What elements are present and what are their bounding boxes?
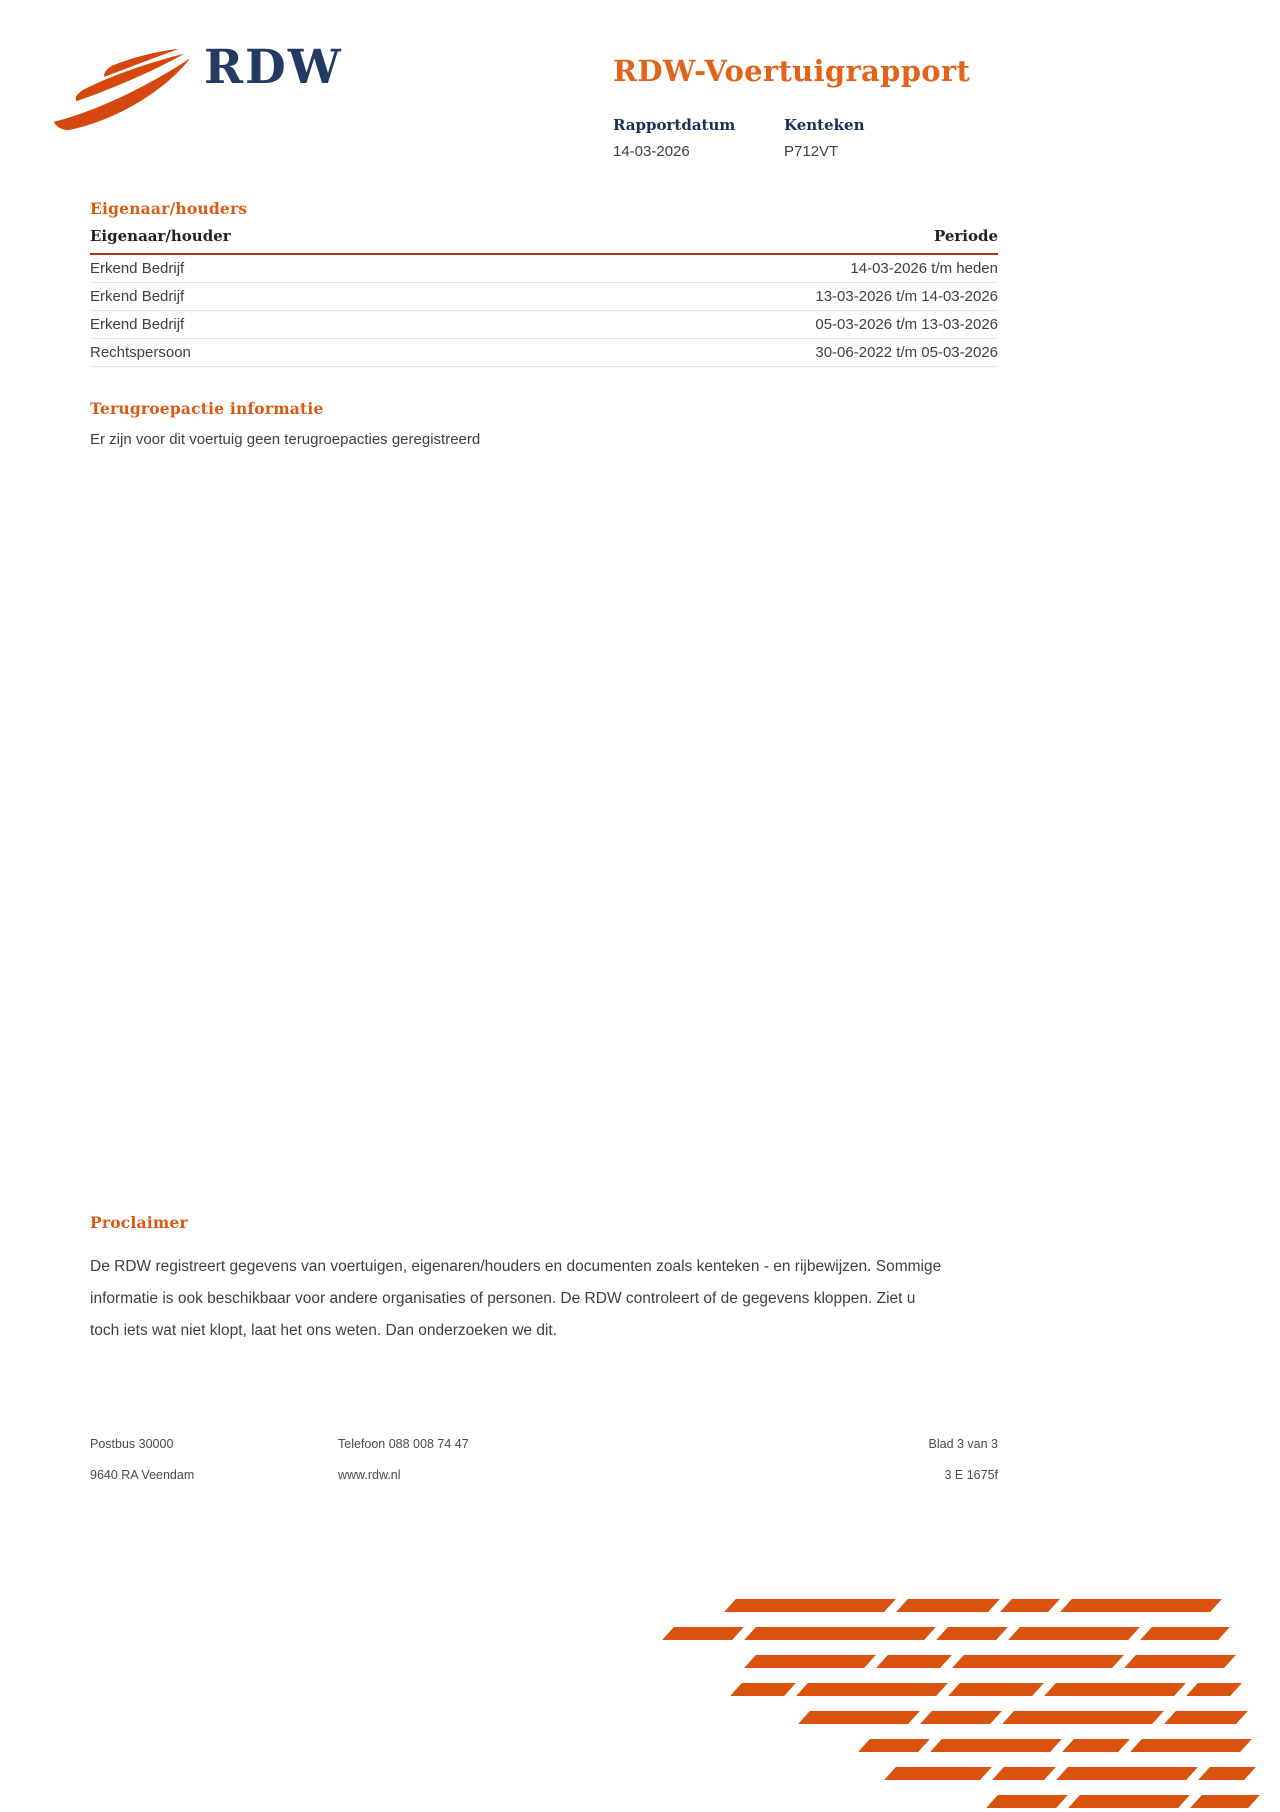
report-header	[613, 54, 1053, 160]
report-date-label: Rapportdatum	[613, 116, 736, 134]
table-row	[90, 311, 998, 339]
report-meta	[613, 116, 1053, 160]
period-cell: 30-06-2022 t/m 05-03-2026	[485, 339, 998, 367]
proclaimer-text: De RDW registreert gegevens van voertuigen, eigenaren/houders en documenten zoals kenteken - en rijbewijzen. Sommige informatie is ook beschikbaar voor andere organisaties of personen. De RDW controleert of de gegevens kloppen. Ziet u toch iets wat niet klopt, laat het ons weten. Dan onderzoeken we dit.	[90, 1258, 942, 1339]
owners-section-heading: Eigenaar/houders	[90, 199, 248, 218]
table-row	[90, 254, 998, 283]
rdw-logo-text: RDW	[204, 40, 343, 95]
owner-cell: Erkend Bedrijf	[90, 254, 485, 283]
owner-cell: Erkend Bedrijf	[90, 311, 485, 339]
period-cell: 05-03-2026 t/m 13-03-2026	[485, 311, 998, 339]
footer-website: www.rdw.nl	[338, 1468, 401, 1482]
footer-page-number: Blad 3 van 3	[928, 1437, 998, 1451]
owners-table	[90, 227, 998, 367]
footer-postbus: Postbus 30000	[90, 1437, 174, 1451]
footer-doc-code: 3 E 1675f	[944, 1468, 998, 1482]
owners-col-header: Eigenaar/houder	[90, 227, 485, 254]
proclaimer-section	[90, 1213, 946, 1347]
footer-stripes-graphic	[634, 1584, 1254, 1808]
footer-city: 9640 RA Veendam	[90, 1468, 195, 1482]
owners-table-header-row	[90, 227, 998, 254]
license-plate-label: Kenteken	[784, 116, 865, 134]
license-plate-block	[784, 116, 864, 160]
report-date-block	[613, 116, 784, 160]
period-cell: 14-03-2026 t/m heden	[485, 254, 998, 283]
period-cell: 13-03-2026 t/m 14-03-2026	[485, 283, 998, 311]
table-row	[90, 283, 998, 311]
report-date-value: 14-03-2026	[613, 143, 690, 160]
footer-phone: Telefoon 088 008 74 47	[338, 1437, 469, 1451]
footer-address	[90, 1437, 338, 1499]
rdw-swoosh-icon	[52, 44, 192, 136]
owners-section	[90, 199, 998, 367]
owner-cell: Rechtspersoon	[90, 339, 485, 367]
footer-contact	[338, 1437, 929, 1499]
rdw-logo	[52, 40, 343, 136]
page-title: RDW-Voertuigrapport	[613, 54, 971, 88]
footer-pageinfo	[929, 1437, 999, 1499]
page-footer	[90, 1437, 998, 1499]
license-plate-value: P712VT	[784, 143, 839, 160]
owner-cell: Erkend Bedrijf	[90, 283, 485, 311]
proclaimer-heading: Proclaimer	[90, 1213, 188, 1232]
recall-text: Er zijn voor dit voertuig geen terugroepacties geregistreerd	[90, 431, 481, 448]
recall-section-heading: Terugroepactie informatie	[90, 399, 324, 418]
table-row	[90, 339, 998, 367]
period-col-header: Periode	[485, 227, 998, 254]
recall-section	[90, 399, 998, 448]
